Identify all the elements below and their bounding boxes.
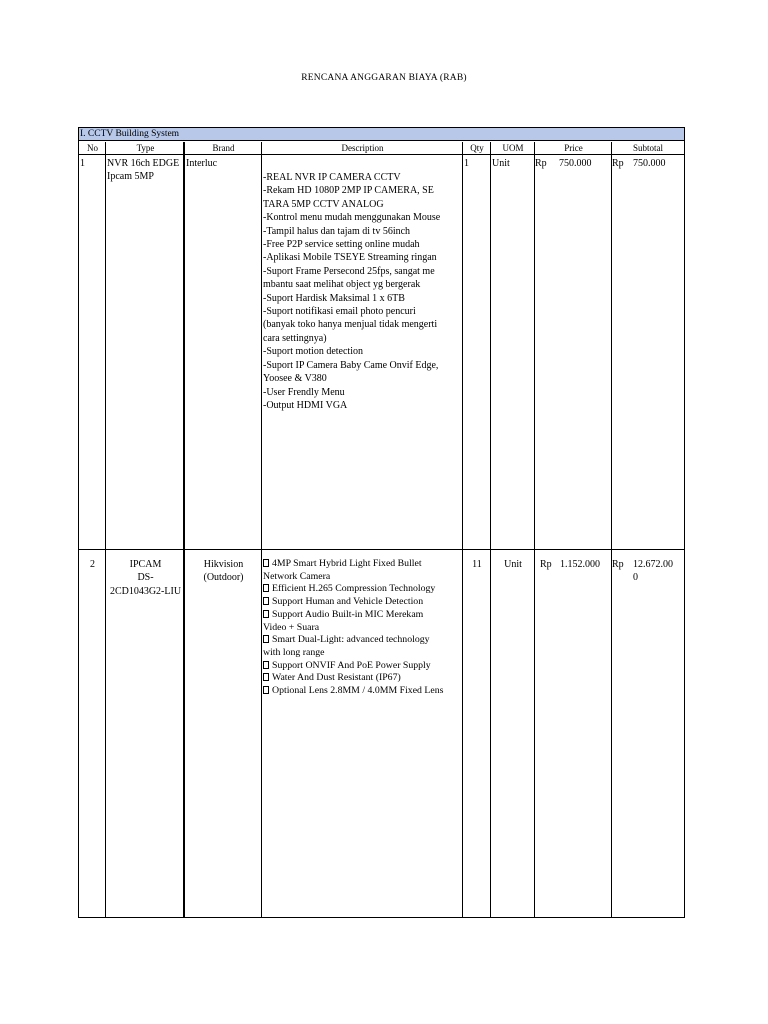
description-text: Network Camera [263, 570, 331, 582]
description-text: -Free P2P service setting online mudah [263, 239, 420, 251]
row-2-brand: Hikvision (Outdoor) [203, 559, 244, 584]
description-text: mbantu saat melihat object yg bergerak [263, 279, 421, 291]
column-header-description: Description [262, 142, 463, 155]
row-1-price: 750.000 [559, 158, 592, 169]
rab-table [78, 127, 685, 918]
description-line [263, 372, 463, 385]
description-line [263, 211, 463, 224]
description-text: -Suport notifikasi email photo pencuri [263, 306, 416, 318]
description-text: with long range [263, 646, 325, 658]
description-line [263, 198, 463, 211]
row-2-no: 2 [90, 559, 95, 570]
bullet-box-icon [263, 673, 269, 681]
description-line [263, 345, 463, 358]
description-line [263, 278, 463, 291]
row-2-price-currency: Rp [540, 559, 552, 570]
bullet-box-icon [263, 661, 269, 669]
description-line [263, 609, 463, 622]
row-2-price: 1.152.000 [560, 559, 600, 570]
row-1-uom: Unit [492, 158, 510, 169]
grid-line [534, 142, 535, 917]
row-2-uom: Unit [504, 559, 522, 570]
row-1-subtotal: 750.000 [633, 158, 666, 169]
description-line [263, 171, 463, 184]
description-line [263, 399, 463, 412]
description-text: TARA 5MP CCTV ANALOG [263, 198, 384, 210]
description-line [263, 647, 463, 660]
description-line [263, 634, 463, 647]
row-1-subtotal-currency: Rp [612, 158, 624, 169]
description-line [263, 571, 463, 584]
bullet-box-icon [263, 686, 269, 694]
column-header-uom: UOM [491, 142, 535, 155]
grid-line [611, 142, 612, 917]
description-line [263, 558, 463, 571]
description-text: Support Human and Vehicle Detection [272, 596, 424, 608]
description-text: -User Frendly Menu [263, 386, 345, 398]
description-text: -Kontrol menu mudah menggunakan Mouse [263, 212, 441, 224]
description-line [263, 292, 463, 305]
grid-line [183, 142, 185, 917]
document-title: RENCANA ANGGARAN BIAYA (RAB) [301, 73, 467, 83]
description-line [263, 596, 463, 609]
bullet-box-icon [263, 597, 269, 605]
description-line [263, 359, 463, 372]
column-header-subtotal: Subtotal [612, 142, 684, 155]
section-header: I. CCTV Building System [79, 128, 684, 141]
row-2-type: IPCAM DS- 2CD1043G2-LIU [109, 559, 182, 597]
grid-line [261, 142, 262, 917]
description-line [263, 332, 463, 345]
description-text: cara settingnya) [263, 332, 327, 344]
description-line [263, 672, 463, 685]
row-1-no: 1 [80, 158, 85, 169]
description-text: Optional Lens 2.8MM / 4.0MM Fixed Lens [272, 685, 444, 697]
column-header-brand: Brand [185, 142, 262, 155]
description-text: Support Audio Built-in MIC Merekam [272, 608, 424, 620]
row-1-price-currency: Rp [535, 158, 547, 169]
description-text: Support ONVIF And PoE Power Supply [272, 659, 431, 671]
description-line [263, 318, 463, 331]
grid-line [105, 142, 106, 917]
row-1-brand: Interluc [186, 158, 218, 169]
row-separator [79, 549, 684, 550]
row-2-description [263, 558, 463, 698]
description-line [263, 622, 463, 635]
description-line [263, 238, 463, 251]
bullet-box-icon [263, 584, 269, 592]
grid-line [490, 142, 491, 917]
row-2-subtotal-currency: Rp [612, 559, 624, 570]
row-1-type: NVR 16ch EDGE Ipcam 5MP [107, 158, 180, 183]
column-header-type: Type [106, 142, 185, 155]
description-line [263, 583, 463, 596]
description-text: -Suport motion detection [263, 346, 363, 358]
description-text: -REAL NVR IP CAMERA CCTV [263, 172, 401, 183]
description-line [263, 265, 463, 278]
bullet-box-icon [263, 610, 269, 618]
description-text: Water And Dust Resistant (IP67) [272, 672, 401, 684]
description-text: -Tampil halus dan tajam di tv 56inch [263, 225, 411, 237]
bullet-box-icon [263, 559, 269, 567]
description-text: -Aplikasi Mobile TSEYE Streaming ringan [263, 252, 437, 264]
description-line [263, 660, 463, 673]
description-text: -Suport IP Camera Baby Came Onvif Edge, [263, 359, 439, 371]
row-1-qty: 1 [464, 158, 469, 169]
description-text: Video + Suara [263, 621, 320, 633]
column-header-price: Price [535, 142, 612, 155]
description-line [263, 225, 463, 238]
description-text: Efficient H.265 Compression Technology [272, 583, 436, 595]
description-line [263, 184, 463, 197]
column-header-qty: Qty [463, 142, 491, 155]
column-header-no: No [79, 142, 106, 155]
description-line [263, 386, 463, 399]
description-text: -Output HDMI VGA [263, 399, 348, 411]
description-text: -Suport Hardisk Maksimal 1 x 6TB [263, 292, 405, 304]
description-text: Yoosee & V380 [263, 373, 327, 385]
description-text: 4MP Smart Hybrid Light Fixed Bullet [272, 558, 422, 569]
description-text: Smart Dual-Light: advanced technology [272, 634, 430, 646]
description-text: (banyak toko hanya menjual tidak mengerti [263, 319, 438, 331]
row-1-description [263, 171, 463, 412]
description-text: -Suport Frame Persecond 25fps, sangat me [263, 265, 435, 277]
description-line [263, 685, 463, 698]
row-2-qty: 11 [472, 559, 482, 570]
row-2-subtotal: 12.672.00 0 [633, 559, 673, 584]
description-line [263, 305, 463, 318]
bullet-box-icon [263, 635, 269, 643]
description-line [263, 251, 463, 264]
description-text: -Rekam HD 1080P 2MP IP CAMERA, SE [263, 185, 434, 197]
